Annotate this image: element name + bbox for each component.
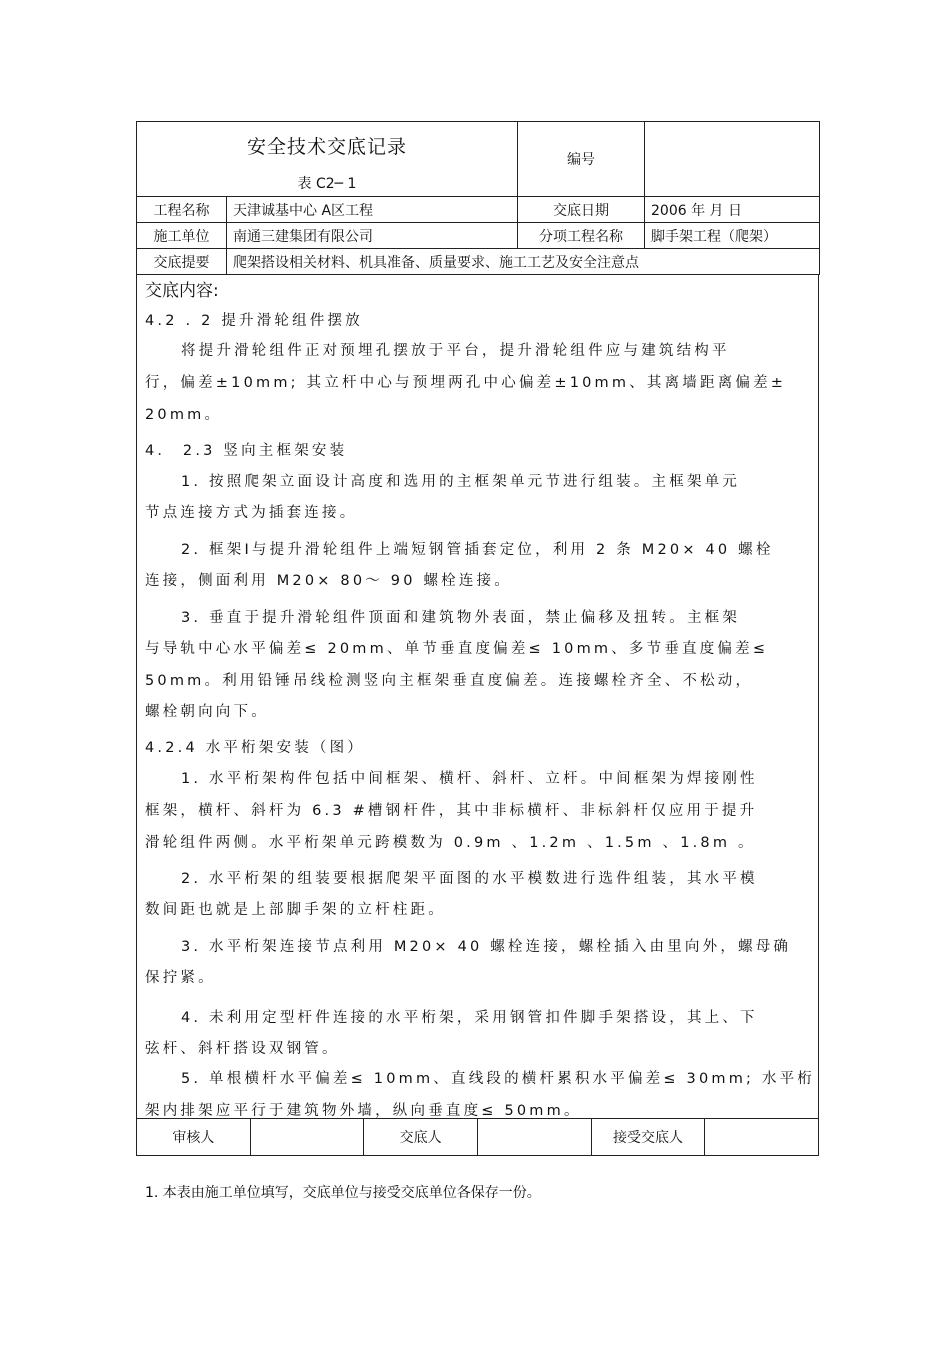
- date-label: 交底日期: [518, 197, 645, 223]
- paragraph-line: 4. 未利用定型杆件连接的水平桁架，采用钢管扣件脚手架搭设，其上、下: [181, 1010, 758, 1026]
- paragraph-line: 将提升滑轮组件正对预埋孔摆放于平台，提升滑轮组件应与建筑结构平: [181, 343, 730, 359]
- content-label: 交底内容:: [145, 281, 219, 301]
- section-heading: 4.2.4 水平桁架安装（图）: [145, 740, 366, 756]
- reviewer-label: 审核人: [137, 1119, 251, 1156]
- paragraph-line: 行，偏差±10mm; 其立杆中心与预埋两孔中心偏差±10mm、其离墙距离偏差±: [145, 375, 787, 391]
- paragraph-line: 弦杆、斜杆搭设双钢管。: [145, 1041, 340, 1057]
- unit-value[interactable]: 南通三建集团有限公司: [227, 223, 518, 249]
- section-heading: 4． 2.3 竖向主框架安装: [145, 443, 348, 459]
- signature-table: [136, 1118, 819, 1156]
- paragraph-line: 螺栓朝向向下。: [145, 704, 269, 720]
- date-value[interactable]: 2006 年 月 日: [645, 197, 820, 223]
- paragraph-line: 数间距也就是上部脚手架的立杆柱距。: [145, 902, 446, 918]
- paragraph-line: 1. 水平桁架构件包括中间框架、横杆、斜杆、立杆。中间框架为焊接刚性: [181, 771, 758, 787]
- paragraph-line: 与导轨中心水平偏差≤ 20mm、单节垂直度偏差≤ 10mm、多节垂直度偏差≤: [145, 641, 769, 657]
- form-number: 表 C2─ 1: [297, 176, 357, 192]
- paragraph-line: 节点连接方式为插套连接。: [145, 505, 358, 521]
- project-value[interactable]: 天津诚基中心 A区工程: [227, 197, 518, 223]
- briefing-content: [136, 275, 819, 1118]
- paragraph-line: 5. 单根横杆水平偏差≤ 10mm、直线段的横杆累积水平偏差≤ 30mm; 水平桁: [181, 1071, 816, 1087]
- safety-briefing-form: [136, 121, 819, 1156]
- paragraph-line: 3. 水平桁架连接节点利用 M20× 40 螺栓连接，螺栓插入由里向外，螺母确: [181, 939, 792, 955]
- footnote: 1. 本表由施工单位填写，交底单位与接受交底单位各保存一份。: [145, 1185, 541, 1201]
- form-title: 安全技术交底记录: [247, 136, 408, 158]
- code-value[interactable]: [645, 122, 820, 197]
- paragraph-line: 连接，侧面利用 M20× 80～ 90 螺栓连接。: [145, 573, 512, 589]
- receiver-signature[interactable]: [705, 1119, 819, 1156]
- sub-project-label: 分项工程名称: [518, 223, 645, 249]
- title-cell: [137, 122, 518, 197]
- sub-project-value[interactable]: 脚手架工程（爬架）: [645, 223, 820, 249]
- paragraph-line: 50mm。利用铅锤吊线检测竖向主框架垂直度偏差。连接螺栓齐全、不松动，: [145, 673, 754, 689]
- presenter-signature[interactable]: [477, 1119, 591, 1156]
- paragraph-line: 框架，横杆、斜杆为 6.3 #槽钢杆件，其中非标横杆、非标斜杆仅应用于提升: [145, 803, 758, 819]
- paragraph-line: 2. 水平桁架的组装要根据爬架平面图的水平模数进行选件组装，其水平模: [181, 871, 758, 887]
- section-heading: 4.2 . 2 提升滑轮组件摆放: [145, 313, 363, 329]
- presenter-label: 交底人: [364, 1119, 478, 1156]
- paragraph-line: 20mm。: [145, 407, 223, 423]
- receiver-label: 接受交底人: [591, 1119, 705, 1156]
- paragraph-line: 保拧紧。: [145, 970, 216, 986]
- project-label: 工程名称: [137, 197, 227, 223]
- paragraph-line: 架内排架应平行于建筑物外墙，纵向垂直度≤ 50mm。: [145, 1103, 582, 1119]
- header-table: [136, 121, 820, 275]
- summary-value[interactable]: 爬架搭设相关材料、机具准备、质量要求、施工工艺及安全注意点: [227, 249, 820, 275]
- paragraph-line: 3. 垂直于提升滑轮组件顶面和建筑物外表面，禁止偏移及扭转。主框架: [181, 610, 741, 626]
- summary-label: 交底提要: [137, 249, 227, 275]
- code-label: 编号: [518, 122, 645, 197]
- paragraph-line: 1. 按照爬架立面设计高度和选用的主框架单元节进行组装。主框架单元: [181, 474, 741, 490]
- paragraph-line: 滑轮组件两侧。水平桁架单元跨模数为 0.9m 、1.2m 、1.5m 、1.8m 。: [145, 835, 756, 851]
- paragraph-line: 2. 框架Ⅰ与提升滑轮组件上端短钢管插套定位，利用 2 条 M20× 40 螺栓: [181, 542, 774, 558]
- unit-label: 施工单位: [137, 223, 227, 249]
- reviewer-signature[interactable]: [250, 1119, 364, 1156]
